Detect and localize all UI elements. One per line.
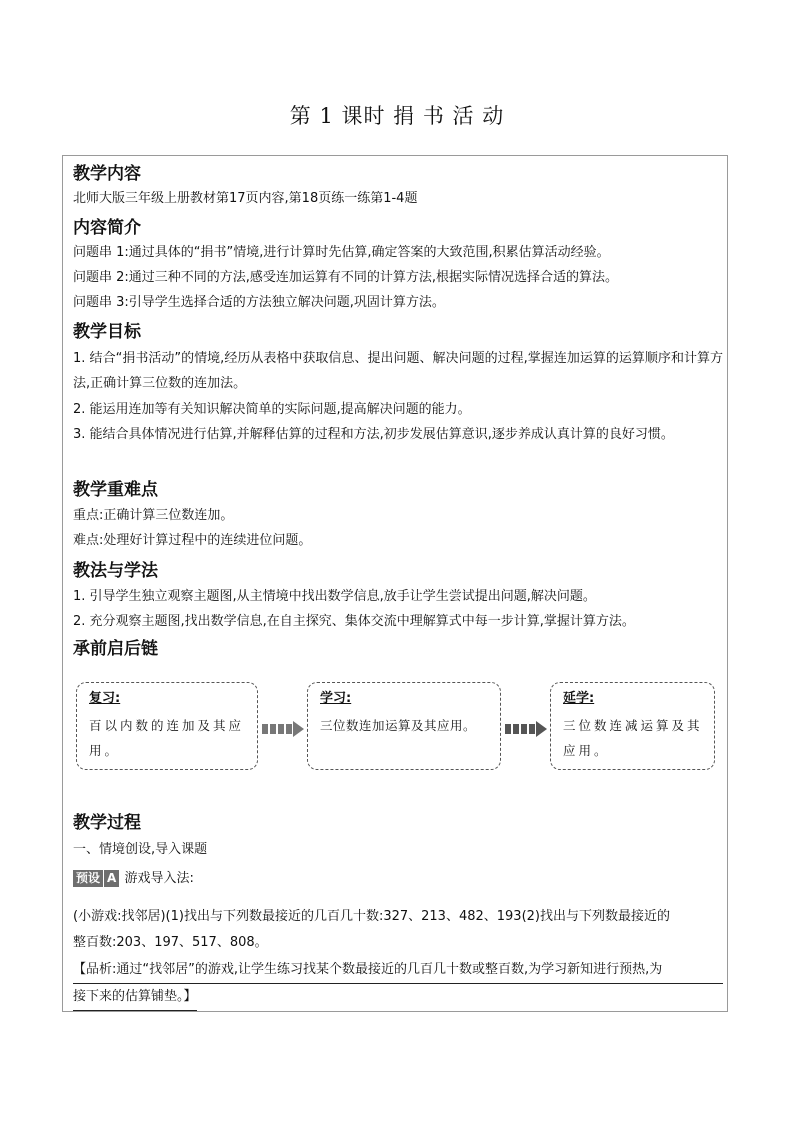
content-text: 北师大版三年级上册教材第17页内容,第18页练一练第1-4题 <box>73 191 418 206</box>
flow-arrow-icon <box>505 721 547 737</box>
intro-line-3: 问题串 3:引导学生选择合适的方法独立解决问题,巩固计算方法。 <box>73 295 445 310</box>
game-line-1: (小游戏:找邻居)(1)找出与下列数最接近的几百几十数:327、213、482、193(2)找出与下列数最接近的 <box>73 909 670 924</box>
goal-item-3: 3. 能结合具体情况进行估算,并解释估算的过程和方法,初步发展估算意识,逐步养成认真计算的良好习惯。 <box>73 427 674 442</box>
goal-item-2: 2. 能运用连加等有关知识解决简单的实际问题,提高解决问题的能力。 <box>73 402 471 417</box>
flow-arrow-icon <box>262 721 304 737</box>
flow-label-review: 复习: <box>89 691 121 706</box>
flow-text-review: 百以内数的连加及其应用。 <box>89 718 245 758</box>
game-line-2: 整百数:203、197、517、808。 <box>73 935 268 950</box>
process-subheading: 一、情境创设,导入课题 <box>73 842 208 857</box>
section-heading-methods: 教法与学法 <box>73 561 158 581</box>
goal-item-1: 1. 结合“捐书活动”的情境,经历从表格中获取信息、提出问题、解决问题的过程,掌握连加运算的运算顺序和计算方法,正确计算三位数的连加法。 <box>73 351 723 391</box>
lesson-title: 第 1 课时 捐 书 活 动 <box>289 104 505 128</box>
analysis-note <box>73 957 723 1011</box>
difficult-point: 难点:处理好计算过程中的连续进位问题。 <box>73 533 312 548</box>
flow-label-learn: 学习: <box>320 691 352 706</box>
flow-label-extend: 延学: <box>563 691 595 706</box>
preset-tag: 预设 <box>73 870 103 887</box>
intro-line-2: 问题串 2:通过三种不同的方法,感受连加运算有不同的计算方法,根据实际情况选择合适的算法。 <box>73 270 619 285</box>
flow-box-extend <box>550 682 715 770</box>
flow-text-extend: 三位数连减运算及其应用。 <box>563 718 703 758</box>
analysis-note-line-1: 【品析:通过“找邻居”的游戏,让学生练习找某个数最接近的几百几十数或整百数,为学习新知进行预热,为 <box>73 957 723 984</box>
section-heading-link-chain: 承前启后链 <box>73 639 158 659</box>
preset-letter-tag: A <box>104 870 119 887</box>
preset-text: 游戏导入法: <box>124 871 194 886</box>
section-heading-intro: 内容简介 <box>73 218 141 238</box>
key-point: 重点:正确计算三位数连加。 <box>73 508 234 523</box>
flow-text-learn: 三位数连加运算及其应用。 <box>320 718 477 733</box>
intro-line-1: 问题串 1:通过具体的“捐书”情境,进行计算时先估算,确定答案的大致范围,积累估算活动经验。 <box>73 245 610 260</box>
analysis-note-line-2: 接下来的估算铺垫。】 <box>73 984 197 1011</box>
flow-box-review <box>76 682 258 770</box>
method-item-2: 2. 充分观察主题图,找出数学信息,在自主探究、集体交流中理解算式中每一步计算,掌握计算方法。 <box>73 614 635 629</box>
section-heading-goals: 教学目标 <box>73 322 141 342</box>
flow-box-learn <box>307 682 501 770</box>
section-heading-key-points: 教学重难点 <box>73 480 158 500</box>
section-heading-process: 教学过程 <box>73 813 141 833</box>
method-item-1: 1. 引导学生独立观察主题图,从主情境中找出数学信息,放手让学生尝试提出问题,解决问题。 <box>73 589 596 604</box>
section-heading-content: 教学内容 <box>73 164 141 184</box>
preset-line <box>73 866 723 891</box>
